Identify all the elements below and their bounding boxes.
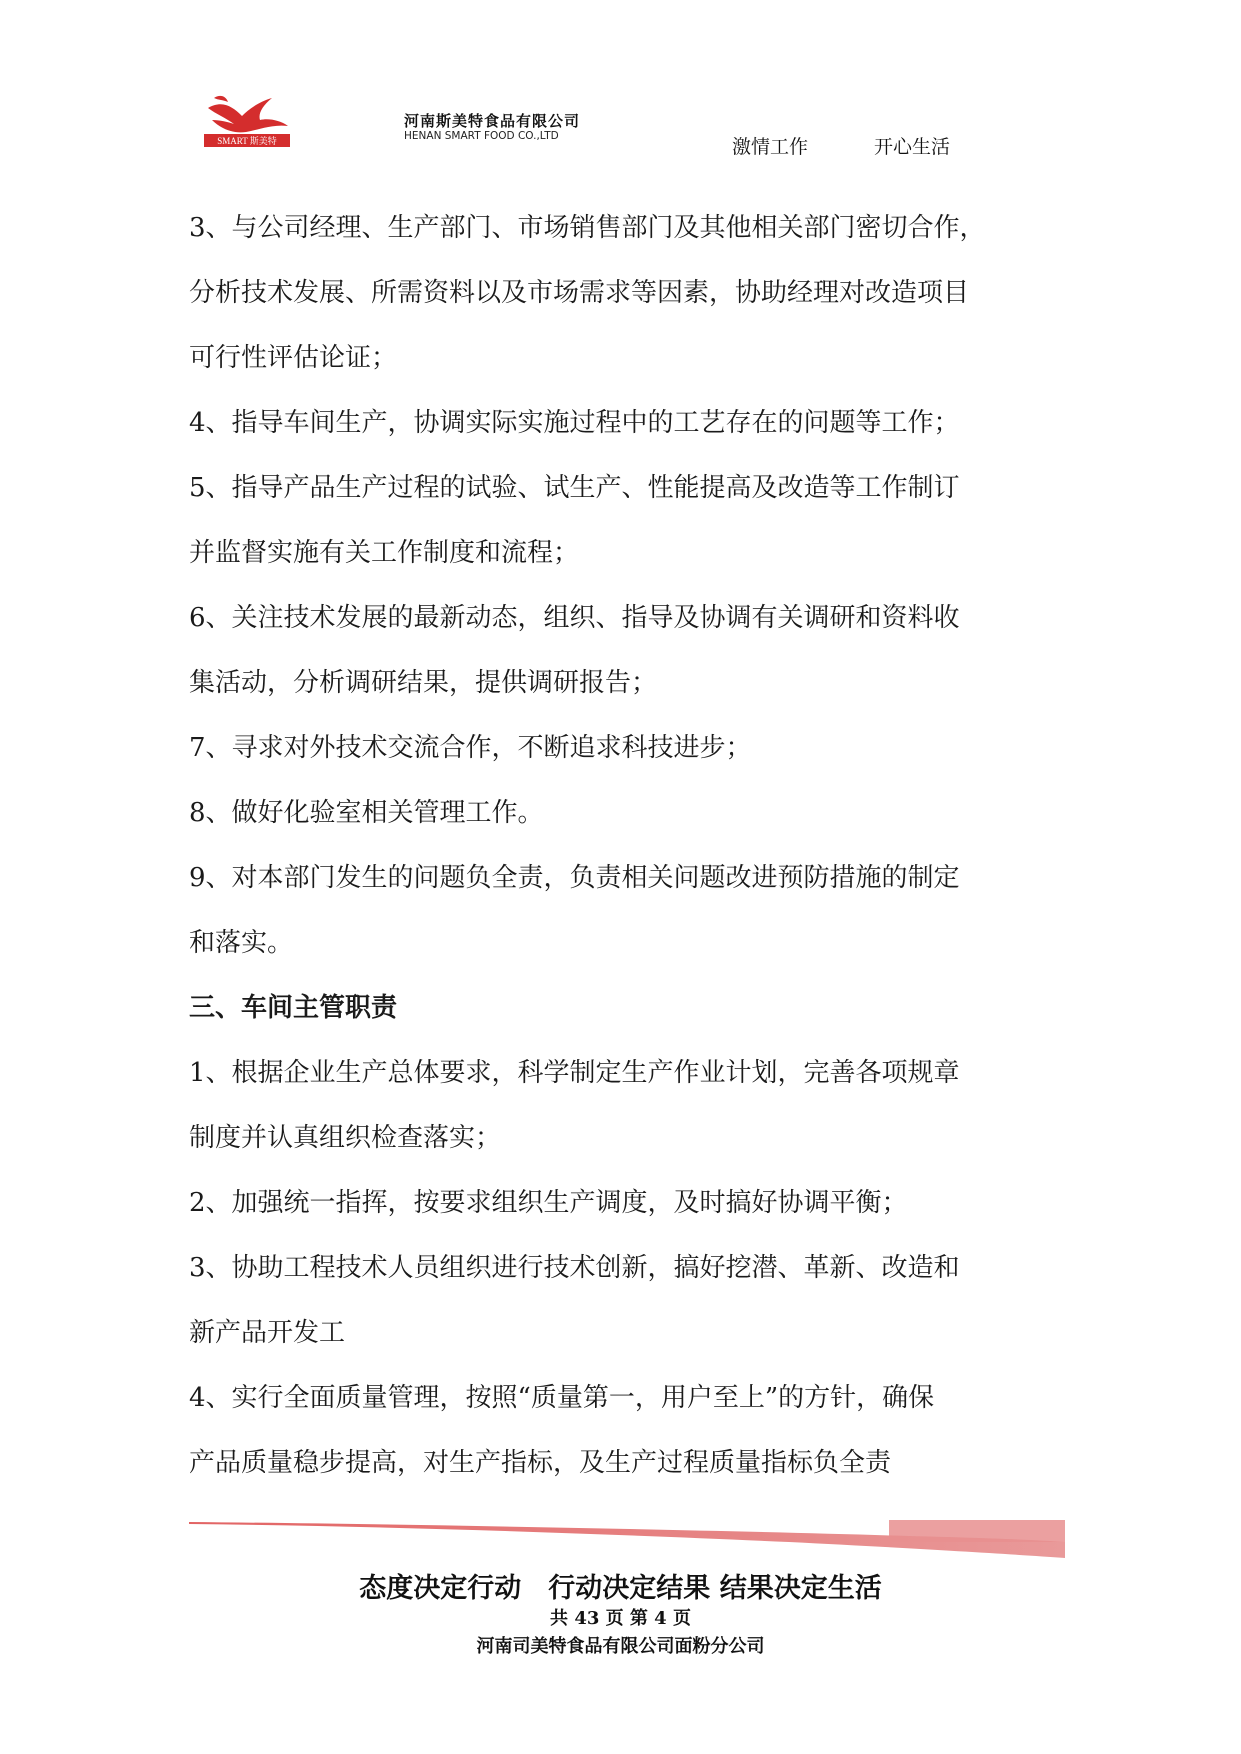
footer-slogan: 态度决定行动 行动决定结果 结果决定生活 xyxy=(359,1573,882,1604)
document-body xyxy=(189,196,1069,1496)
page-header xyxy=(0,0,1241,170)
body-line: 分析技术发展、所需资料以及市场需求等因素，协助经理对改造项目 xyxy=(189,278,970,308)
body-line: 4、实行全面质量管理，按照“质量第一，用户至上”的方针，确保 xyxy=(189,1383,935,1413)
body-line: 1、根据企业生产总体要求，科学制定生产作业计划，完善各项规章 xyxy=(189,1058,960,1088)
body-line: 7、寻求对外技术交流合作，不断追求科技进步； xyxy=(189,733,752,763)
footer-divider xyxy=(189,1518,1065,1558)
section-title: 三、车间主管职责 xyxy=(189,993,398,1023)
header-slogan-right: 开心生活 xyxy=(874,136,951,158)
body-line: 可行性评估论证； xyxy=(189,343,398,373)
body-line: 2、加强统一指挥，按要求组织生产调度，及时搞好协调平衡； xyxy=(189,1188,908,1218)
footer-company: 河南司美特食品有限公司面粉分公司 xyxy=(476,1636,765,1657)
body-line: 5、指导产品生产过程的试验、试生产、性能提高及改造等工作制订 xyxy=(189,473,960,503)
company-name-cn: 河南斯美特食品有限公司 xyxy=(404,112,581,130)
body-line: 8、做好化验室相关管理工作。 xyxy=(189,798,544,828)
body-line: 9、对本部门发生的问题负全责，负责相关问题改进预防措施的制定 xyxy=(189,863,960,893)
body-line: 集活动，分析调研结果，提供调研报告； xyxy=(189,668,658,698)
page-counter: 共 43 页 第 4 页 xyxy=(550,1608,691,1629)
body-line: 产品质量稳步提高，对生产指标，及生产过程质量指标负全责 xyxy=(189,1448,892,1478)
body-line: 新产品开发工 xyxy=(189,1318,346,1348)
body-line: 并监督实施有关工作制度和流程； xyxy=(189,538,580,568)
body-line: 4、指导车间生产，协调实际实施过程中的工艺存在的问题等工作； xyxy=(189,408,960,438)
body-line: 制度并认真组织检查落实； xyxy=(189,1123,502,1153)
company-name-en: HENAN SMART FOOD CO.,LTD xyxy=(404,130,559,142)
header-slogan-left: 激情工作 xyxy=(732,136,809,158)
body-line: 3、协助工程技术人员组织进行技术创新，搞好挖潜、革新、改造和 xyxy=(189,1253,960,1283)
swan-logo-icon xyxy=(202,90,292,150)
logo-text: SMART 斯美特 xyxy=(217,136,277,146)
body-line: 和落实。 xyxy=(189,928,294,958)
body-line: 3、与公司经理、生产部门、市场销售部门及其他相关部门密切合作， xyxy=(189,213,986,243)
body-line: 6、关注技术发展的最新动态，组织、指导及协调有关调研和资料收 xyxy=(189,603,960,633)
